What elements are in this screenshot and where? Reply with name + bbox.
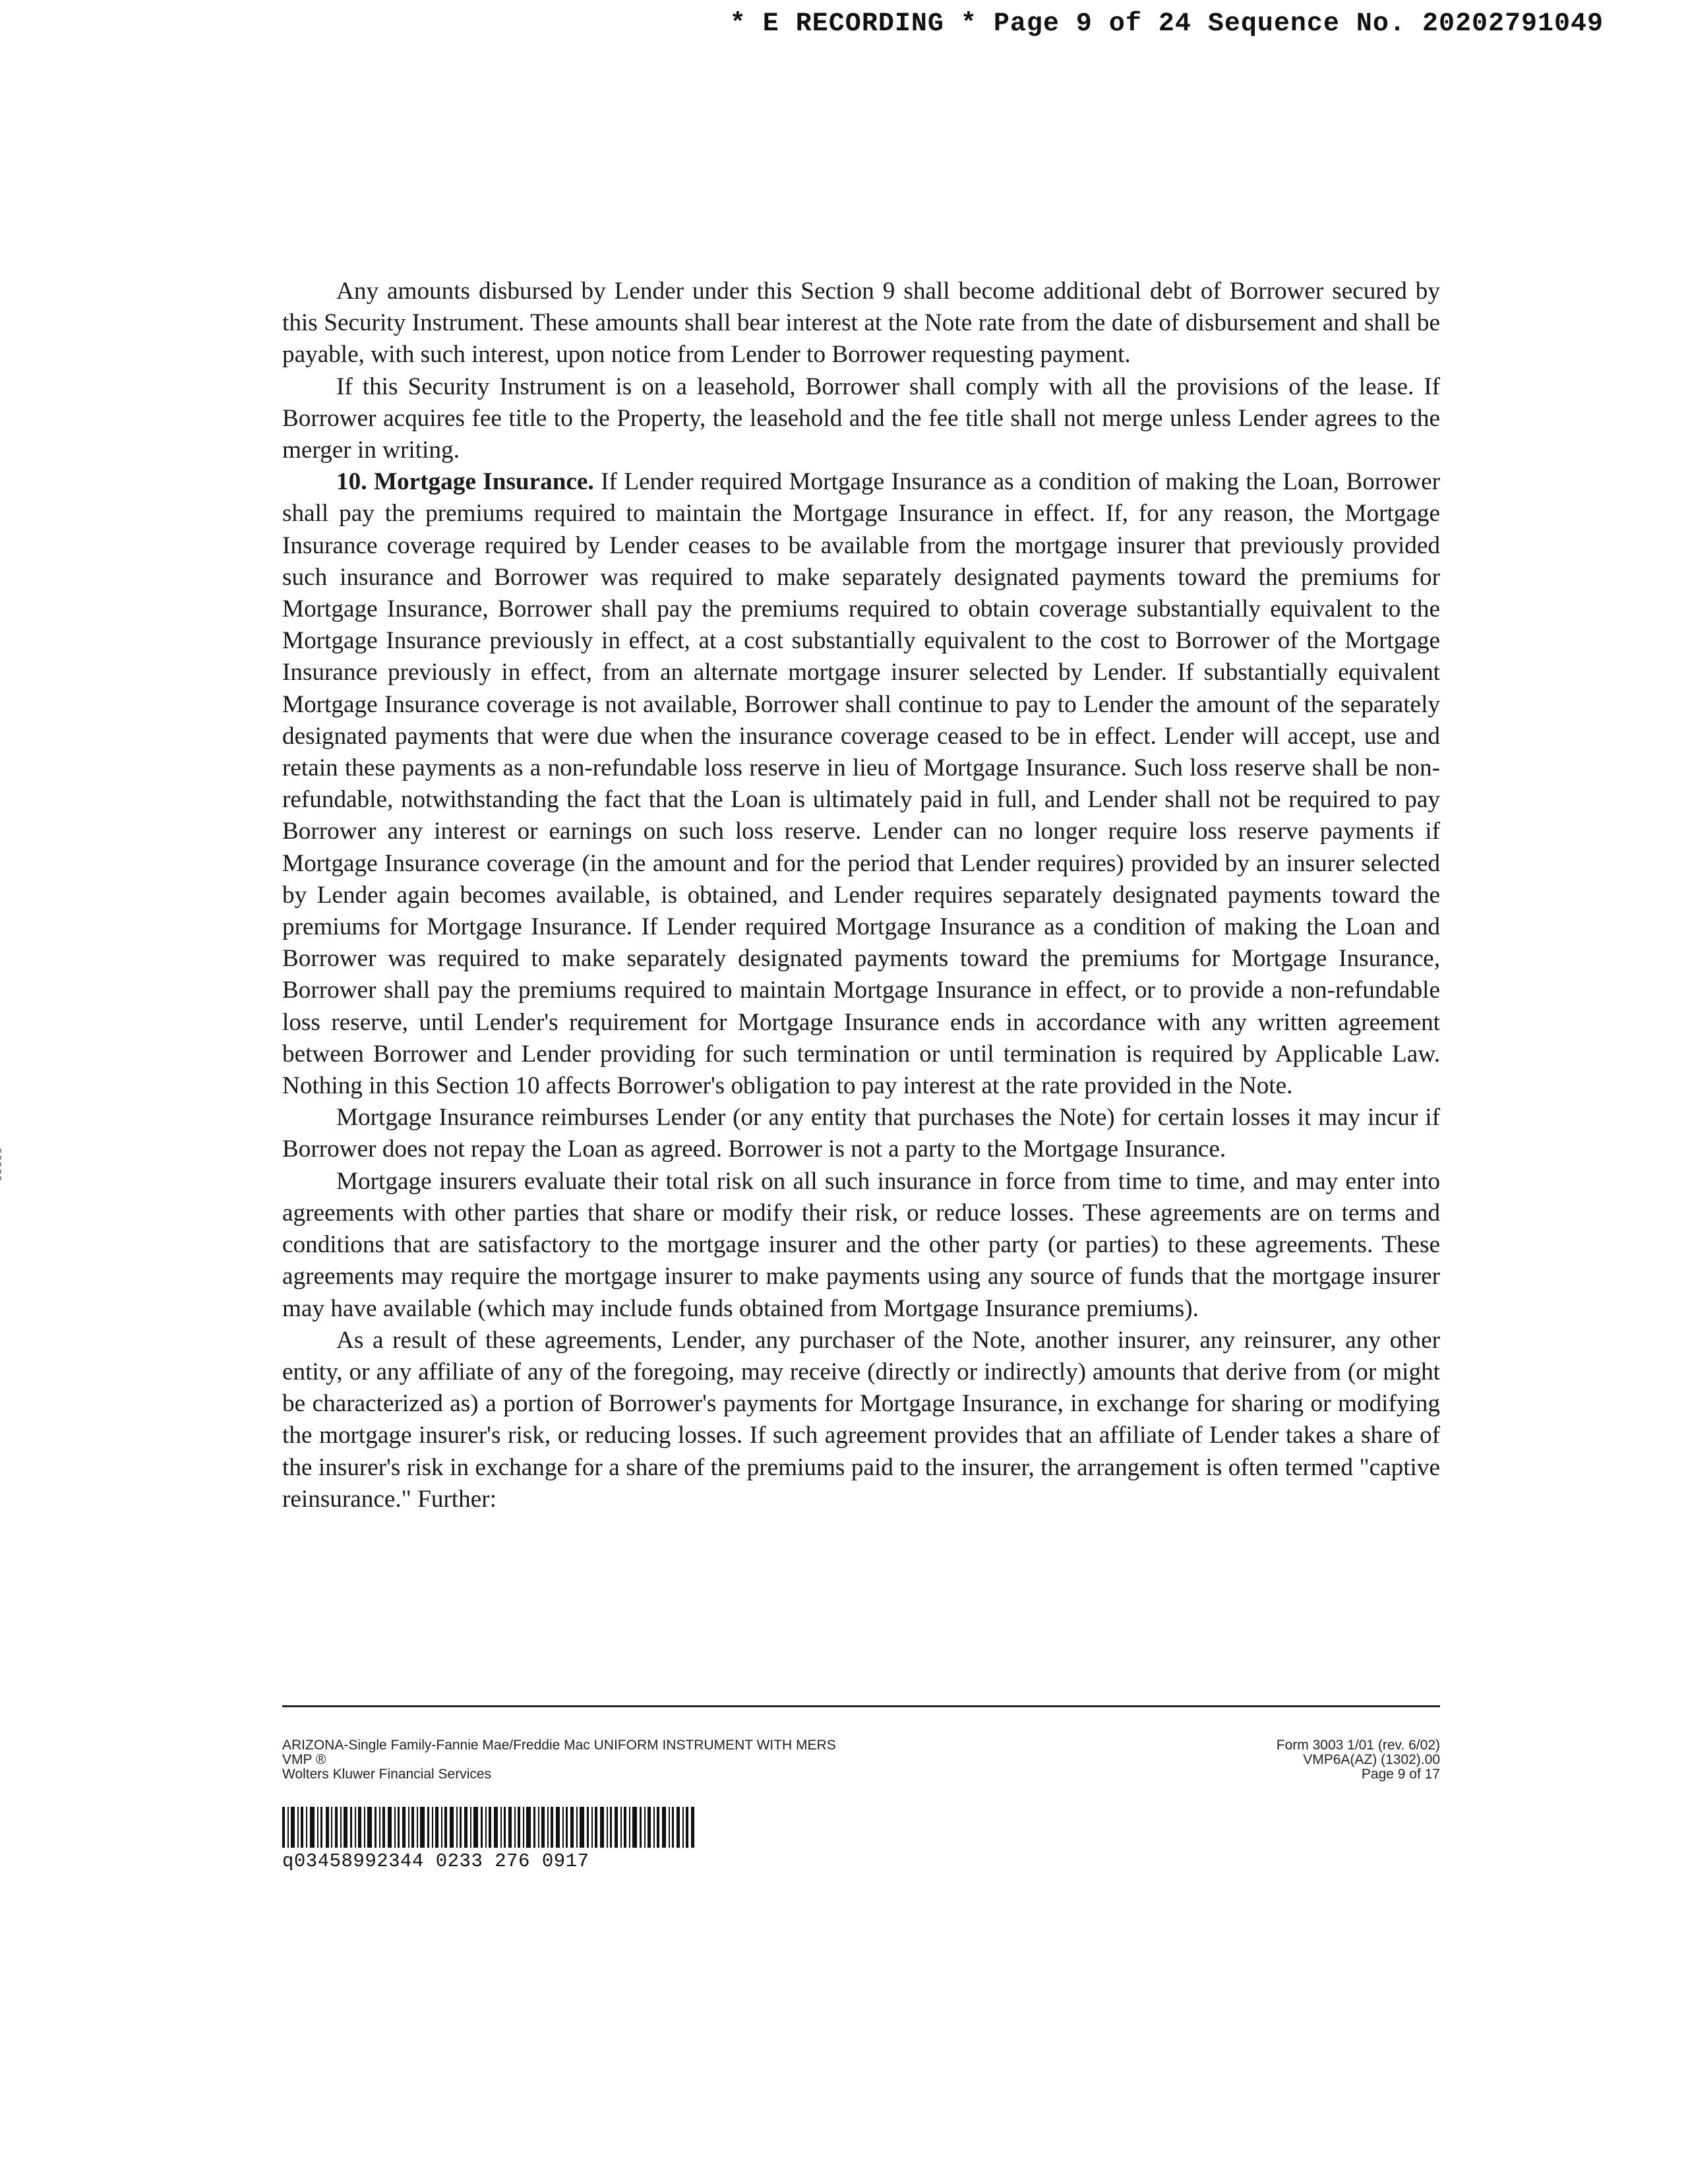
paragraph-section-10 — [282, 466, 1440, 1102]
document-body — [282, 276, 1440, 1515]
paragraph — [282, 371, 1440, 467]
paragraph-text: As a result of these agreements, Lender, any purchaser of the Note, another insurer, any reinsurer, any other entity, or any affiliate of any of the foregoing, may receive (directly or indirectly) amounts that derive from (or might be characterized as) a portion of Borrower's payments for Mortgage Insurance, in exchange for sharing or modifying the mortgage insurer's risk, or reducing losses. If such agreement provides that an affiliate of Lender takes a share of the insurer's risk in exchange for a share of the premiums paid to the insurer, the arrangement is often termed "captive reinsurance." Further: — [282, 1326, 1440, 1513]
paragraph — [282, 1102, 1440, 1165]
recording-stamp: * E RECORDING * Page 9 of 24 Sequence No. 20202791049 — [729, 9, 1604, 39]
paragraph — [282, 1166, 1440, 1325]
paragraph-text: If this Security Instrument is on a leasehold, Borrower shall comply with all the provisions of the lease. If Borrower acquires fee title to the Property, the leasehold and the fee title shall not merge unless Lender agrees to the merger in writing. — [282, 373, 1440, 464]
footer-divider — [282, 1705, 1440, 1707]
barcode-icon — [282, 1807, 694, 1848]
footer-left — [282, 1738, 836, 1782]
paragraph — [282, 276, 1440, 371]
page-label: Page 9 of 17 — [1361, 1767, 1440, 1782]
paragraph-text: If Lender required Mortgage Insurance as a condition of making the Loan, Borrower shall pay the premiums required to maintain the Mortgage Insurance in effect. If, for any reason, the Mortgage Insurance coverage required by Lender ceases to be available from the mortgage insurer that previously provided such insurance and Borrower was required to make separately designated payments toward the premiums for Mortgage Insurance, Borrower shall pay the premiums required to obtain coverage substantially equivalent to the Mortgage Insurance previously in effect, at a cost substantially equivalent to the cost to Borrower of the Mortgage Insurance previously in effect, from an alternate mortgage insurer selected by Lender. If substantially equivalent Mortgage Insurance coverage is not available, Borrower shall continue to pay to Lender the amount of the separately designated payments that were due when the insurance coverage ceased to be in effect. Lender will accept, use and retain these payments as a non-refundable loss reserve in lieu of Mortgage Insurance. Such loss reserve shall be non-refundable, notwithstanding the fact that the Loan is ultimately paid in full, and Lender shall not be required to pay Borrower any interest or earnings on such loss reserve. Lender can no longer require loss reserve payments if Mortgage Insurance coverage (in the amount and for the period that Lender requires) provided by an insurer selected by Lender again becomes available, is obtained, and Lender requires separately designated payments toward the premiums for Mortgage Insurance. If Lender required Mortgage Insurance as a condition of making the Loan and Borrower was required to make separately designated payments toward the premiums for Mortgage Insurance, Borrower shall pay the premiums required to maintain Mortgage Insurance in effect, or to provide a non-refundable loss reserve, until Lender's requirement for Mortgage Insurance ends in accordance with any written agreement between Borrower and Lender providing for such termination or until termination is required by Applicable Law. Nothing in this Section 10 affects Borrower's obligation to pay interest at the rate provided in the Note. — [282, 468, 1440, 1100]
paragraph-text: Any amounts disbursed by Lender under this Section 9 shall become additional debt of Borrower secured by this Security Instrument. These amounts shall bear interest at the Note rate from the date of disbursement and shall be payable, with such interest, upon notice from Lender to Borrower requesting payment. — [282, 278, 1440, 369]
form-title: ARIZONA-Single Family-Fannie Mae/Freddie Mac UNIFORM INSTRUMENT WITH MERS — [282, 1738, 836, 1753]
scan-margin-mark — [0, 1149, 3, 1180]
barcode-number: q03458992344 0233 276 0917 — [282, 1850, 589, 1872]
publisher-label: Wolters Kluwer Financial Services — [282, 1767, 492, 1782]
vendor-label: VMP ® — [282, 1752, 326, 1767]
paragraph-text: Mortgage insurers evaluate their total risk on all such insurance in force from time to time, and may enter into agreements with other parties that share or modify their risk, or reduce losses. These agreements are on terms and conditions that are satisfactory to the mortgage insurer and the other party (or parties) to these agreements. These agreements may require the mortgage insurer to make payments using any source of funds that the mortgage insurer may have available (which may include funds obtained from Mortgage Insurance premiums). — [282, 1167, 1440, 1322]
paragraph — [282, 1325, 1440, 1515]
paragraph-text: Mortgage Insurance reimburses Lender (or any entity that purchases the Note) for certain losses it may incur if Borrower does not repay the Loan as agreed. Borrower is not a party to the Mortgage Insurance. — [282, 1104, 1440, 1163]
footer-right — [1277, 1738, 1440, 1782]
form-number: Form 3003 1/01 (rev. 6/02) — [1276, 1738, 1440, 1753]
form-code: VMP6A(AZ) (1302).00 — [1303, 1752, 1440, 1767]
section-heading: 10. Mortgage Insurance. — [336, 468, 594, 496]
